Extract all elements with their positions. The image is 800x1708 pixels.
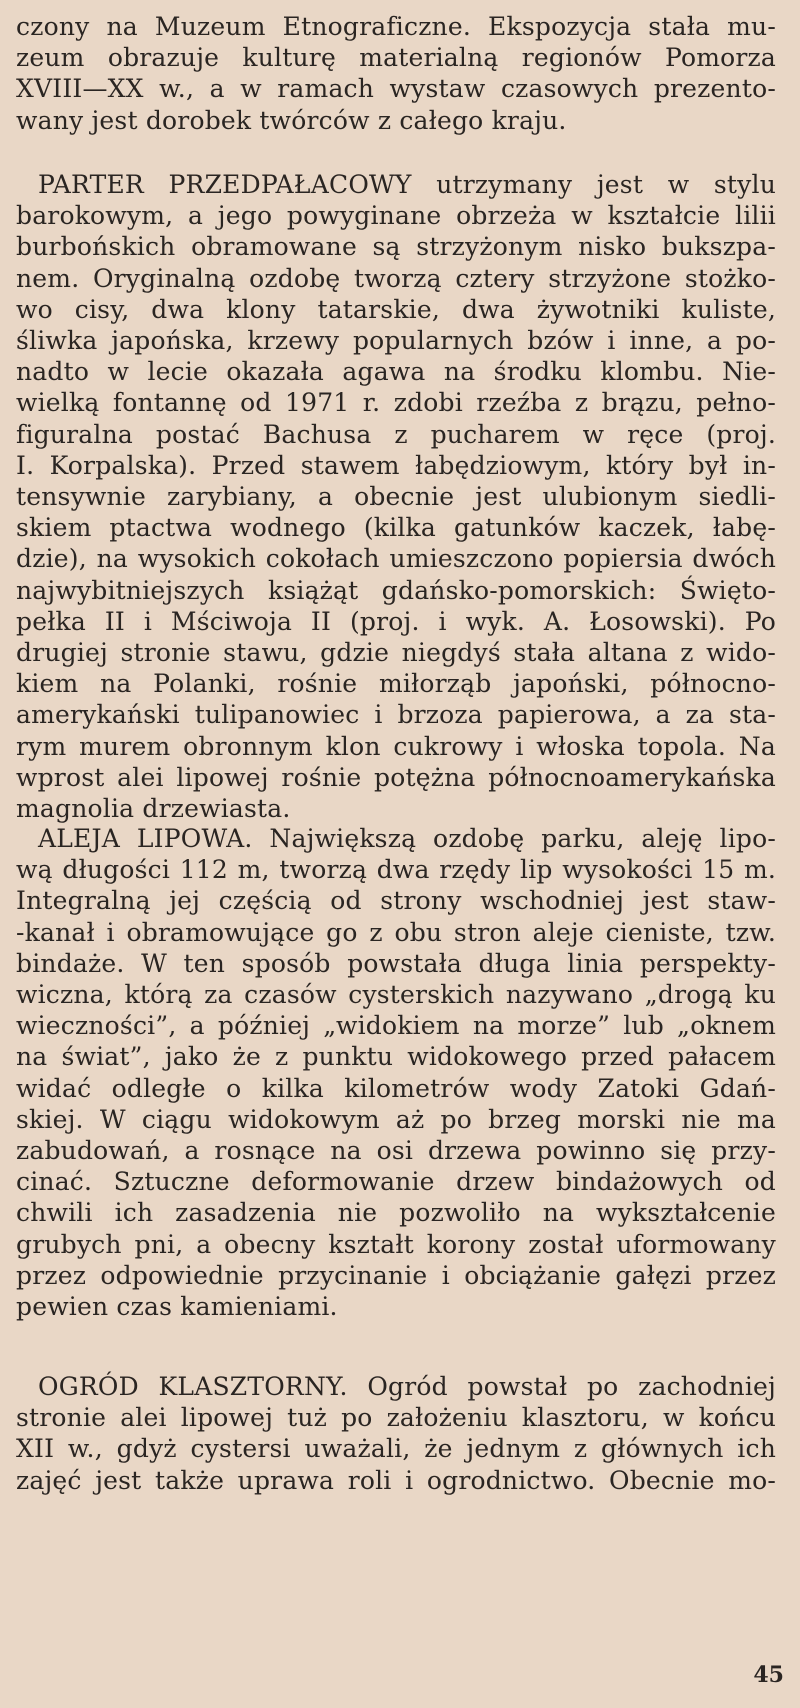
text-line: XII w., gdyż cystersi uważali, że jednym z głównych ich [16, 1434, 776, 1464]
text-line: chwili ich zasadzenia nie pozwoliło na wykształcenie [16, 1198, 776, 1228]
text-line: stronie alei lipowej tuż po założeniu klasztoru, w końcu [16, 1403, 776, 1433]
text-line: ALEJA LIPOWA. Największą ozdobę parku, aleję lipo- [38, 824, 776, 853]
text-line: wprost alei lipowej rośnie potężna północnoamerykańska [16, 762, 776, 792]
text-line: OGRÓD KLASZTORNY. Ogród powstał po zachodniej [38, 1372, 776, 1401]
text-line: na świat”, jako że z punktu widokowego przed pałacem [16, 1042, 776, 1072]
text-line: nem. Oryginalną ozdobę tworzą cztery strzyżone stożko- [16, 263, 776, 293]
text-line: figuralna postać Bachusa z pucharem w ręce (proj. [16, 419, 776, 449]
text-line: widać odległe o kilka kilometrów wody Zatoki Gdań- [16, 1073, 776, 1103]
text-line: najwybitniejszych książąt gdańsko-pomorskich: Święto- [16, 575, 776, 605]
text-line: burbońskich obramowane są strzyżonym nisko bukszpa- [16, 232, 776, 262]
text-line: cinać. Sztuczne deformowanie drzew bindażowych od [16, 1167, 776, 1197]
text-line: wą długości 112 m, tworzą dwa rzędy lip wysokości 15 m. [16, 855, 776, 885]
text-line: PARTER PRZEDPAŁACOWY utrzymany jest w stylu [38, 170, 776, 199]
text-line: grubych pni, a obecny kształt korony został uformowany [16, 1229, 776, 1259]
text-line: nadto w lecie okazała agawa na środku klombu. Nie- [16, 357, 776, 387]
text-line: drugiej stronie stawu, gdzie niegdyś stała altana z wido- [16, 638, 776, 667]
page-number: 45 [753, 1662, 784, 1688]
text-line: bindaże. W ten sposób powstała długa linia perspekty- [16, 948, 776, 978]
text-line: wo cisy, dwa klony tatarskie, dwa żywotniki kuliste, [16, 294, 776, 324]
text-line: skiej. W ciągu widokowym aż po brzeg morski nie ma [16, 1104, 776, 1134]
text-line: zeum obrazuje kulturę materialną regionów Pomorza [16, 43, 776, 73]
text-line: barokowym, a jego powyginane obrzeża w kształcie lilii [16, 201, 776, 231]
text-line: skiem ptactwa wodnego (kilka gatunków kaczek, łabę- [16, 513, 776, 543]
text-line: wany jest dorobek twórców z całego kraju. [16, 105, 567, 135]
text-line: I. Korpalska). Przed stawem łabędziowym, który był in- [16, 450, 776, 480]
text-line: wieczności”, a później „widokiem na morze” lub „oknem [16, 1011, 776, 1041]
text-line: kiem na Polanki, rośnie miłorząb japoński, północno- [16, 669, 776, 699]
text-line: wielką fontannę od 1971 r. zdobi rzeźba z brązu, pełno- [16, 388, 776, 418]
text-line: -kanał i obramowujące go z obu stron aleje cieniste, tzw. [16, 917, 776, 947]
text-line: przez odpowiednie przycinanie i obciążanie gałęzi przez [16, 1260, 776, 1290]
text-line: zajęć jest także uprawa roli i ogrodnictwo. Obecnie mo- [16, 1465, 776, 1495]
text-line: magnolia drzewiasta. [16, 794, 291, 823]
text-line: dzie), na wysokich cokołach umieszczono popiersia dwóch [16, 544, 776, 574]
text-line: tensywnie zarybiany, a obecnie jest ulubionym siedli- [16, 482, 776, 511]
text-line: pełka II i Mściwoja II (proj. i wyk. A. Łosowski). Po [16, 606, 776, 636]
text-line: rym murem obronnym klon cukrowy i włoska topola. Na [16, 731, 776, 761]
text-line: Integralną jej częścią od strony wschodniej jest staw- [16, 886, 776, 916]
text-line: pewien czas kamieniami. [16, 1292, 338, 1321]
text-line: XVIII—XX w., a w ramach wystaw czasowych prezento- [16, 74, 776, 104]
text-line: wiczna, którą za czasów cysterskich nazywano „drogą ku [16, 980, 776, 1009]
text-line: śliwka japońska, krzewy popularnych bzów i inne, a po- [16, 326, 776, 355]
text-line: amerykański tulipanowiec i brzoza papierowa, a za sta- [16, 700, 776, 730]
text-line: czony na Muzeum Etnograficzne. Ekspozycja stała mu- [16, 12, 776, 41]
text-line: zabudowań, a rosnące na osi drzewa powinno się przy- [16, 1136, 776, 1165]
